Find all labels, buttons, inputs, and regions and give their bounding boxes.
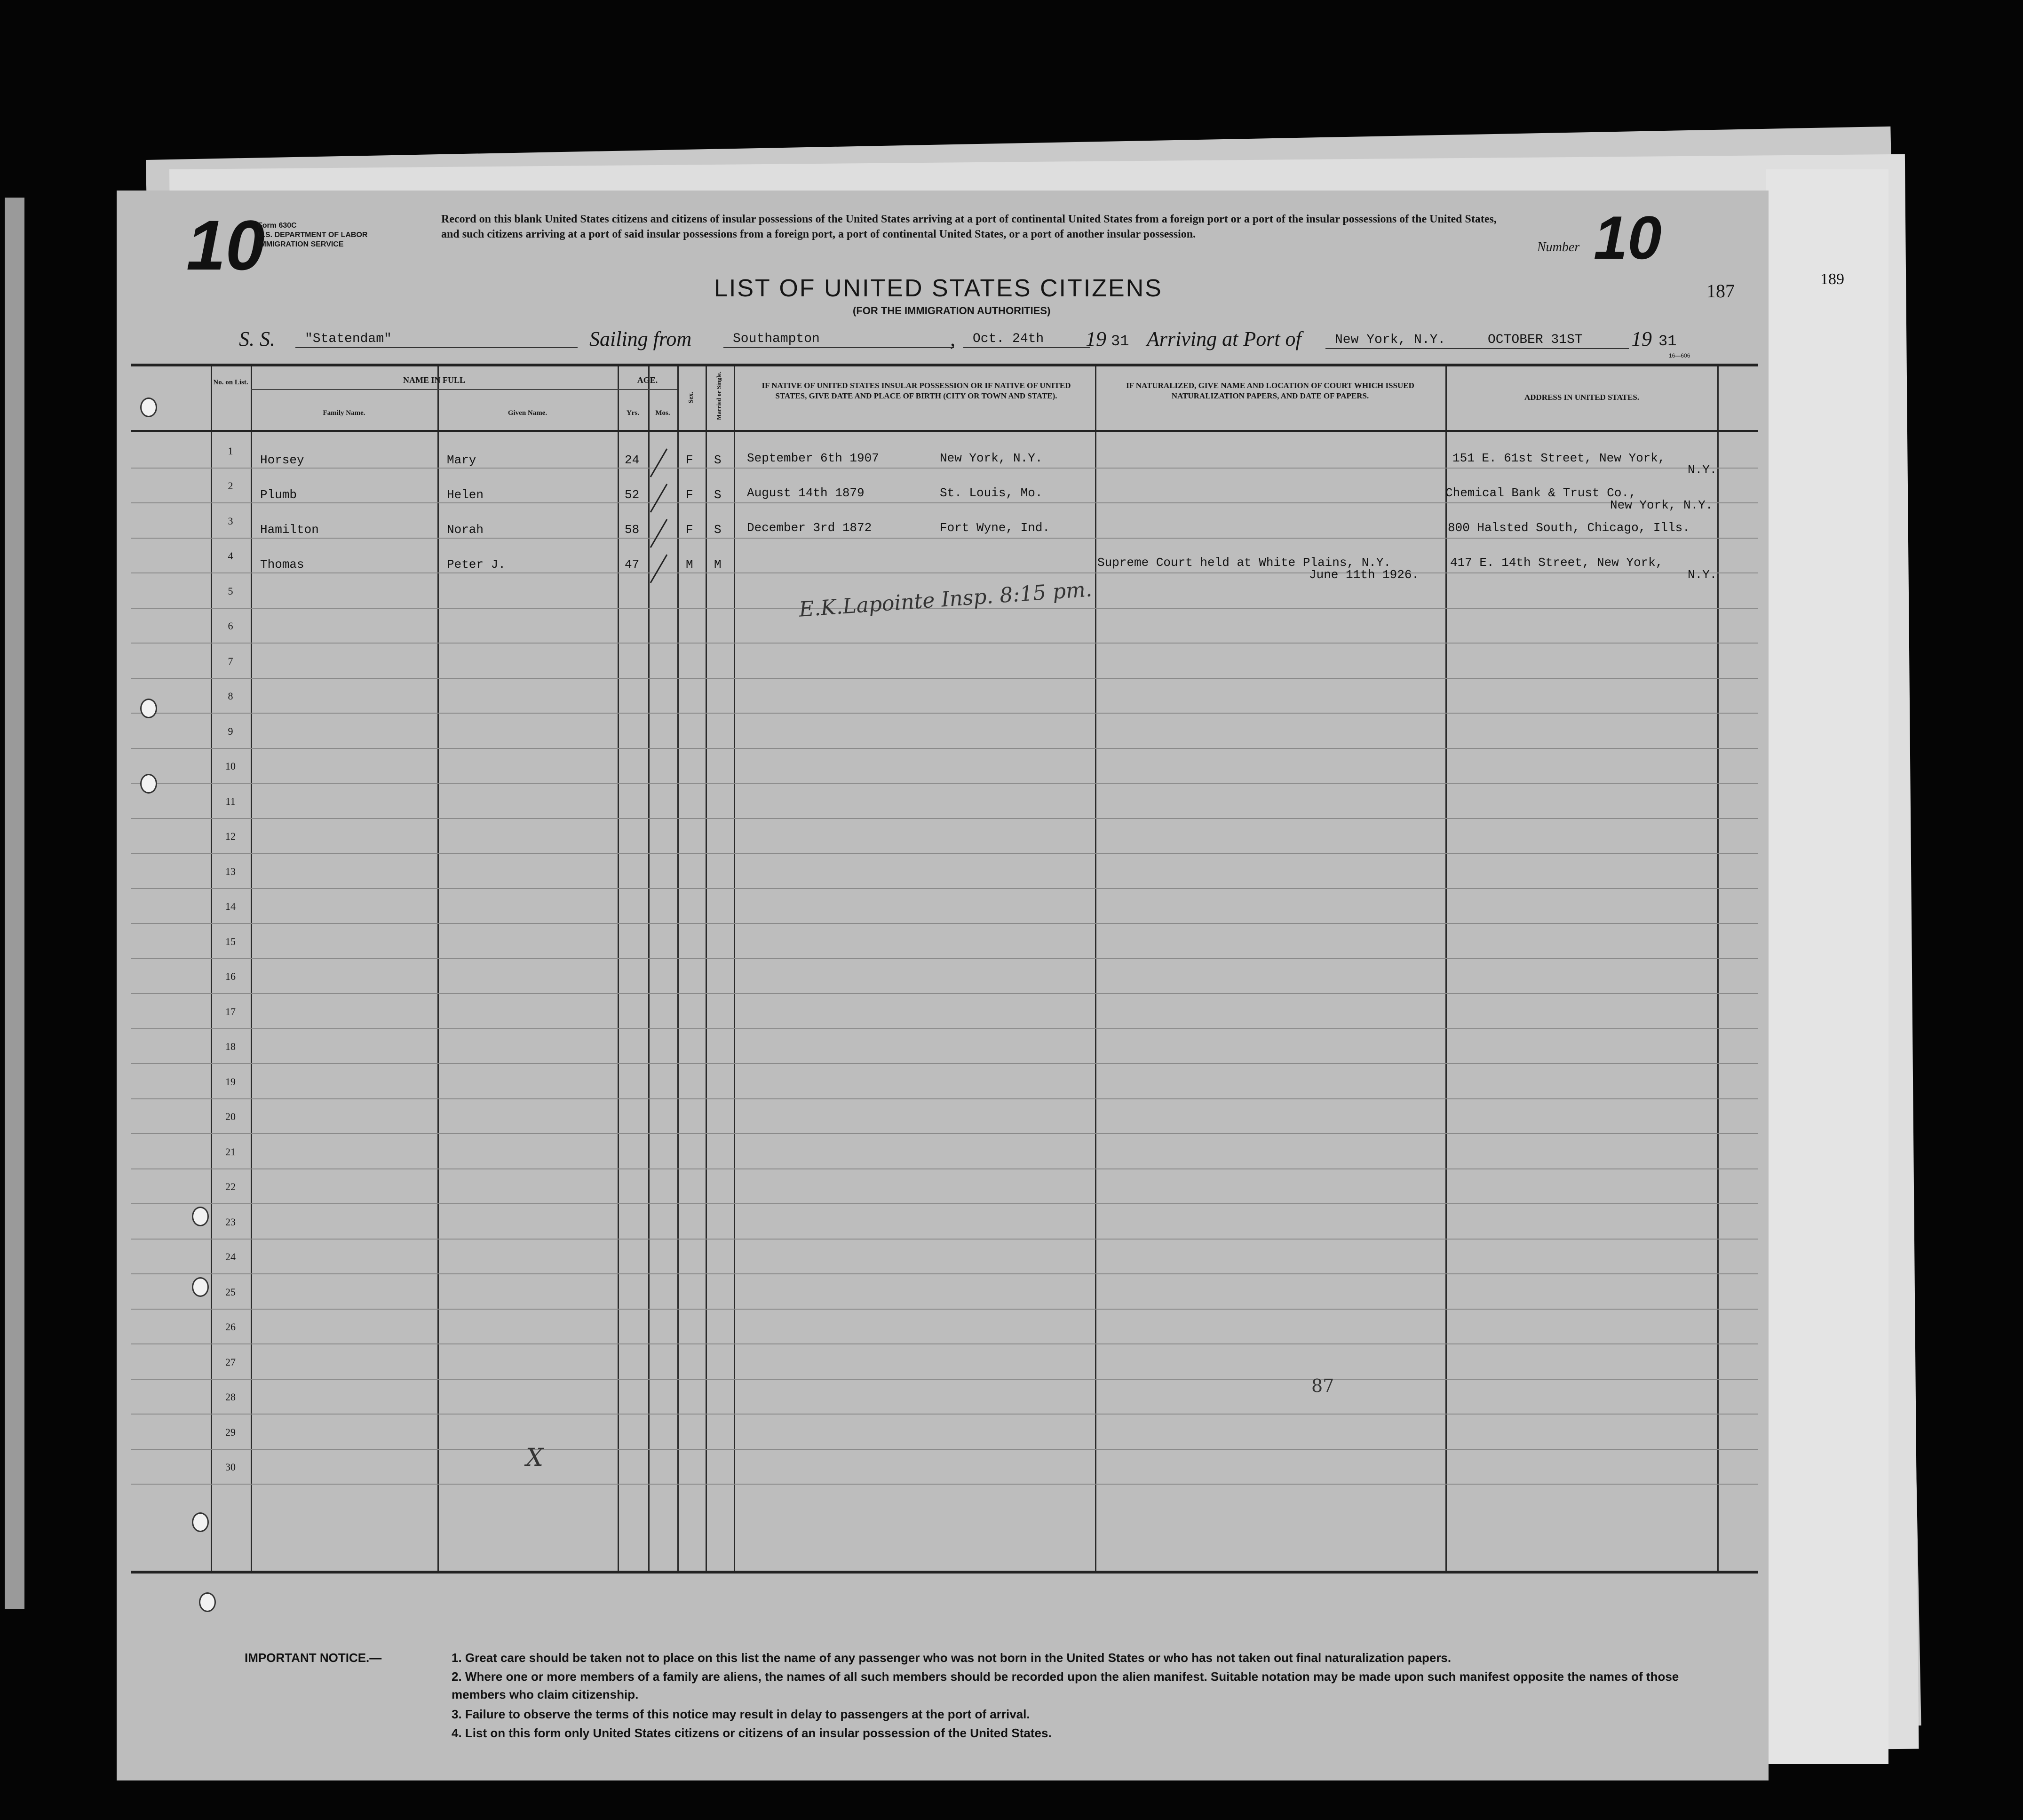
row-number: 4	[228, 550, 233, 562]
row-rule	[131, 678, 1758, 679]
row2-sex: F	[686, 488, 693, 502]
header-instructions: Record on this blank United States citizens and citizens of insular possessions of the United States arriving at a port of continental United States from a foreign port or a port of the insular possessions of the United States, and such citizens arriving at a port of said insular possessions from a foreign port, a port of continental United States, or a port of another insular possession.	[441, 213, 1497, 240]
row-rule	[131, 502, 1758, 503]
from-port: Southampton	[723, 332, 954, 348]
row-number: 27	[225, 1356, 236, 1368]
row1-address-line1: 151 E. 61st Street, New York,	[1452, 451, 1666, 465]
row4-given: Peter J.	[447, 557, 506, 572]
inspector-signature: E.K.Lapointe Insp. 8:15 pm.	[798, 577, 1093, 622]
row1-birth-date: September 6th 1907	[747, 451, 879, 465]
service: IMMIGRATION SERVICE	[258, 240, 344, 248]
row-number: 18	[225, 1041, 236, 1052]
sail-date: Oct. 24th	[963, 332, 1090, 348]
row-rule	[131, 643, 1758, 644]
row2-yrs: 52	[625, 488, 640, 502]
arrival-year: 31	[1658, 333, 1677, 350]
form-id	[258, 221, 367, 249]
row-number: 11	[225, 795, 236, 807]
col-no: No. on List.	[213, 379, 248, 386]
row1-family: Horsey	[260, 453, 304, 467]
row-number: 25	[225, 1286, 236, 1298]
row-number: 22	[225, 1181, 236, 1192]
row4-sex: M	[686, 557, 693, 572]
punch-hole	[192, 1512, 209, 1532]
col-address: ADDRESS IN UNITED STATES.	[1524, 393, 1640, 402]
col-naturalized: IF NATURALIZED, GIVE NAME AND LOCATION OF COURT WHICH ISSUED NATURALIZATION PAPERS, AND DATE OF PAPERS.	[1126, 381, 1414, 400]
row-number: 9	[228, 725, 233, 737]
row-rule	[131, 1239, 1758, 1240]
ss-label: S. S.	[239, 327, 275, 350]
row2-status: S	[714, 488, 722, 502]
page-number: 187	[1706, 280, 1735, 302]
col-line	[1445, 366, 1447, 1571]
row-rule	[131, 1098, 1758, 1099]
row2-given: Helen	[447, 488, 484, 502]
row3-birth-place: Fort Wyne, Ind.	[940, 521, 1050, 535]
row2-birth-date: August 14th 1879	[747, 486, 865, 500]
margin-mark: X	[526, 1444, 544, 1472]
row-rule	[131, 1168, 1758, 1169]
row-rule	[131, 1273, 1758, 1274]
row-rule	[131, 993, 1758, 994]
row1-yrs: 24	[625, 453, 640, 467]
notice-item-3: 3. Failure to observe the terms of this notice may result in delay to passengers at the port of arrival.	[452, 1707, 1030, 1721]
check-marks	[646, 444, 683, 595]
row-number: 17	[225, 1005, 236, 1017]
row-rule	[131, 1203, 1758, 1204]
ship-name: "Statendam"	[295, 332, 578, 348]
row3-address-line1: 800 Halsted South, Chicago, Ills.	[1448, 521, 1690, 535]
row-number: 13	[225, 865, 236, 877]
row-rule	[131, 468, 1758, 469]
next-page-edge	[1766, 169, 1888, 1764]
row-rule	[131, 748, 1758, 749]
row-rule	[131, 1343, 1758, 1344]
row4-status: M	[714, 557, 722, 572]
row3-birth-date: December 3rd 1872	[747, 521, 872, 535]
arrival-year-prefix: 19	[1631, 327, 1652, 350]
row-number: 12	[225, 830, 236, 842]
notice-item-4: 4. List on this form only United States citizens or citizens of an insular possession of the United States.	[452, 1726, 1052, 1740]
row-number: 20	[225, 1111, 236, 1122]
row2-address-line2: New York, N.Y.	[1610, 498, 1713, 512]
row-number: 21	[225, 1145, 236, 1158]
manifest-page: 10 Form 630C U.S. DEPARTMENT OF LABOR IMMIGRATION SERVICE Record on this blank United States citizens and citizens of insular possessions of the United States arriving at a port of continental United States from a foreign port or a port of the insular possessions of the United States, and such citizens arriving at a port of said insular possessions from a foreign port, a port of continental United States, or a port of another insular possession. Number 10 187 LIST OF UNITED STATES CITIZENS (FOR THE IMMIGRATION AUTHORITIES) S. S. "Statendam" Sailing from Southampton , Oct. 24th 19 31 Arriving at Port of New York, N.Y. OCTOBER 31ST 19 31 No. on List. NAME IN FULL Family Name. Given Name. AGE. Yrs. Mos. Sex. Married or Single. IF NATIVE OF UNITED STATES INSULAR POSSESSION OR IF NATIVE OF UNITED STATES, GIVE DATE AND PLACE OF BIRTH (CITY OR TOWN AND STATE). IF NATURALIZED, GIVE NAME AND LOCATION OF COURT WHICH ISSUED NATURALIZATION PAPERS, AND DATE OF PAPERS. ADDRESS IN UNITED STATES. 1 2 3 4 5 6 7 8 9 10 11 12 13 14 15 16 17 18 19 20 21 22 23 24 25 26 27 28 29 30 Horsey Mary 24 F S September 6th 1907 New York, N.Y. 151 E. 61st Street, New York, N.Y. Plumb Helen 52 F S August 14th 1879 St. Louis, Mo. Chemical Bank & Trust Co., New York, N.Y. Hamilton Norah 58 F S December 3rd 1872 Fort Wyne, Ind. 800 Halsted South, Chicago, Ills. Thomas Peter J. 47 M M Supreme Court held at White Plains, N.Y. June 11th 1926. 417 E. 14th Street, New York, N.Y. E.K.Lapointe Insp. 8:15 pm. X 87 16—606 IMPORTANT NOTICE.— 1. Great care should be taken not to place on this list the name of any passenger who was not born in the United States or who has not taken out final naturalization papers. 2. Where one or more members of a family are aliens, the names of all such members should be recorded upon the alien manifest. Suitable notation may be made upon such manifest opposite the names of those members who claim citizenship. 3. Failure to observe the terms of this notice may result in delay to passengers at the port of arrival. 4. List on this form only United States citizens or citizens of an insular possession of the United States.	[117, 191, 1769, 1780]
row1-sex: F	[686, 453, 693, 467]
stamp-number: 87	[1311, 1375, 1334, 1396]
row1-address-line2: N.Y.	[1688, 463, 1717, 477]
notice-item-2: 2. Where one or more members of a family are aliens, the names of all such members should be recorded upon the alien manifest. Suitable notation may be made upon such manifest opposite the names of those members who claim citizenship.	[452, 1669, 1679, 1701]
row-rule	[131, 1414, 1758, 1415]
row-number: 10	[225, 760, 236, 772]
row-number: 19	[225, 1075, 236, 1088]
col-age: AGE.	[637, 375, 658, 385]
row-rule	[131, 818, 1758, 819]
row3-given: Norah	[447, 523, 484, 537]
row-rule	[131, 1484, 1758, 1485]
passenger-table	[131, 352, 1758, 1574]
header-rule	[131, 430, 1758, 432]
row4-yrs: 47	[625, 557, 640, 572]
form-number: Form 630C	[258, 222, 297, 230]
row-number: 14	[225, 900, 236, 912]
page-subtitle: (FOR THE IMMIGRATION AUTHORITIES)	[853, 305, 1051, 317]
row-number: 7	[228, 655, 233, 667]
col-mos: Mos.	[655, 409, 670, 417]
punch-hole	[192, 1207, 209, 1226]
arrival-date: OCTOBER 31ST	[1478, 333, 1629, 349]
notice-item-1: 1. Great care should be taken not to place on this list the name of any passenger who was not born in the United States or who has not taken out final naturalization papers.	[452, 1651, 1452, 1665]
corner-number: 10	[186, 206, 265, 285]
row-number: 1	[228, 445, 233, 457]
row1-birth-place: New York, N.Y.	[940, 451, 1043, 465]
row2-address-line1: Chemical Bank & Trust Co.,	[1445, 486, 1636, 500]
row3-sex: F	[686, 523, 693, 537]
row-rule	[131, 1379, 1758, 1380]
col-line	[706, 366, 707, 1571]
col-line	[211, 366, 212, 1571]
row3-yrs: 58	[625, 523, 640, 537]
page-title: LIST OF UNITED STATES CITIZENS	[714, 275, 1163, 302]
row1-status: S	[714, 453, 722, 467]
sail-year-prefix: 19	[1086, 327, 1106, 350]
col-name-in-full: NAME IN FULL	[403, 375, 465, 385]
row-number: 28	[225, 1391, 236, 1403]
row-number: 26	[225, 1321, 236, 1333]
age-rule	[618, 389, 677, 390]
punch-hole	[192, 1277, 209, 1297]
col-line	[1095, 366, 1096, 1571]
row-rule	[131, 1133, 1758, 1134]
col-yrs: Yrs.	[626, 409, 640, 417]
name-rule	[251, 389, 618, 390]
row3-status: S	[714, 523, 722, 537]
col-line	[251, 366, 252, 1571]
col-birth: IF NATIVE OF UNITED STATES INSULAR POSSESSION OR IF NATIVE OF UNITED STATES, GIVE DATE AND PLACE OF BIRTH (CITY OR TOWN AND STATE).	[762, 381, 1071, 400]
side-page-number: 189	[1820, 270, 1844, 288]
arrival-port: New York, N.Y.	[1325, 333, 1485, 349]
col-sex: Sex.	[688, 391, 695, 404]
row4-address-line2: N.Y.	[1688, 568, 1717, 582]
punch-hole	[140, 397, 157, 417]
row-rule	[131, 713, 1758, 714]
row-number: 6	[228, 620, 233, 632]
row2-family: Plumb	[260, 488, 297, 502]
row4-court-date: June 11th 1926.	[1309, 568, 1420, 582]
row2-birth-place: St. Louis, Mo.	[940, 486, 1043, 500]
col-line	[1717, 366, 1719, 1571]
row-rule	[131, 572, 1758, 573]
row-rule	[131, 958, 1758, 959]
row-number: 30	[225, 1461, 236, 1473]
row-rule	[131, 853, 1758, 854]
binding-edge	[5, 198, 24, 1609]
sailing-label: Sailing from	[589, 327, 692, 350]
notice-heading: IMPORTANT NOTICE.—	[245, 1651, 382, 1665]
number-value: 10	[1594, 203, 1662, 272]
row-rule	[131, 1449, 1758, 1450]
department: U.S. DEPARTMENT OF LABOR	[258, 231, 368, 239]
row-rule	[131, 888, 1758, 889]
col-line	[618, 366, 619, 1571]
row-number: 8	[228, 690, 233, 702]
row3-family: Hamilton	[260, 523, 319, 537]
col-family: Family Name.	[323, 409, 365, 417]
row4-family: Thomas	[260, 557, 304, 572]
row-number: 16	[225, 970, 236, 982]
row-number: 3	[228, 515, 233, 527]
row-rule	[131, 538, 1758, 539]
row-rule	[131, 923, 1758, 924]
col-given: Given Name.	[508, 409, 547, 417]
row-rule	[131, 783, 1758, 784]
number-label: Number	[1537, 240, 1580, 254]
col-line	[437, 366, 439, 1571]
arriving-label: Arriving at Port of	[1147, 327, 1301, 350]
sail-year: 31	[1111, 333, 1129, 350]
row-rule	[131, 1028, 1758, 1029]
punch-hole	[140, 699, 157, 718]
row-number: 15	[225, 935, 236, 947]
row4-court: Supreme Court held at White Plains, N.Y.	[1097, 556, 1391, 570]
punch-hole	[140, 774, 157, 794]
row-number: 29	[225, 1426, 236, 1438]
row-number: 2	[228, 480, 233, 492]
punch-hole	[199, 1592, 216, 1612]
col-line	[734, 366, 735, 1571]
row-rule	[131, 1309, 1758, 1310]
row-number: 23	[225, 1216, 236, 1228]
row4-address-line1: 417 E. 14th Street, New York,	[1450, 556, 1663, 570]
printer-mark: 16—606	[1669, 352, 1690, 359]
col-married: Married or Single.	[715, 372, 722, 420]
row-number: 24	[225, 1251, 236, 1263]
row1-given: Mary	[447, 453, 476, 467]
row-rule	[131, 1063, 1758, 1064]
row-number: 5	[228, 585, 233, 597]
